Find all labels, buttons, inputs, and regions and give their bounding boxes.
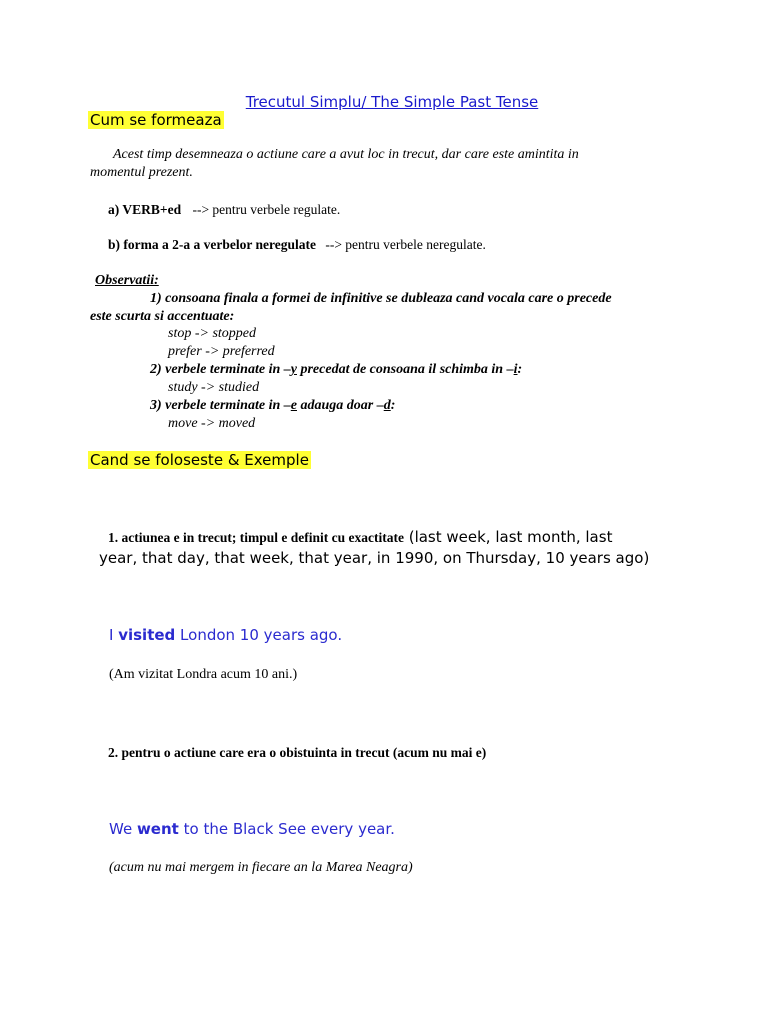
example-stop: stop -> stopped xyxy=(168,326,256,341)
observation-3-mid: adauga doar – xyxy=(296,398,384,413)
example-2-pre: We xyxy=(109,820,137,838)
section-heading-formation xyxy=(88,111,224,130)
example-2-verb: went xyxy=(136,820,179,838)
usage-2-line: 2. pentru o actiune care era o obistuinta in trecut (acum nu mai e) xyxy=(108,745,487,760)
usage-1-line1 xyxy=(108,528,612,547)
observation-2-mid: precedat de consoana il schimba in – xyxy=(296,362,514,377)
observation-2-pre: 2) verbele terminate in – xyxy=(150,362,291,377)
observation-3-end: : xyxy=(390,398,396,413)
observation-3 xyxy=(150,398,395,414)
example-1-verb: visited xyxy=(118,626,176,644)
rule-a-text: --> pentru verbele regulate. xyxy=(192,202,341,217)
observation-2-y: y xyxy=(290,362,297,377)
rule-b-text: --> pentru verbele neregulate. xyxy=(325,237,486,252)
observation-1-line2: este scurta si accentuate: xyxy=(90,309,235,324)
rule-b-label: b) forma a 2-a a verbelor neregulate xyxy=(108,237,316,252)
observation-3-d: d xyxy=(383,398,391,413)
intro-text-line2: momentul prezent. xyxy=(90,165,193,180)
example-2-post: to the Black See every year. xyxy=(178,820,395,838)
example-2-translation: (acum nu mai mergem in fiecare an la Marea Neagra) xyxy=(109,860,413,875)
intro-text-line1: Acest timp desemneaza o actiune care a avut loc in trecut, dar care este amintita in xyxy=(113,147,579,162)
rule-regular-verbs xyxy=(108,202,340,218)
example-1-pre: I xyxy=(109,626,119,644)
observation-3-pre: 3) verbele terminate in – xyxy=(150,398,291,413)
rule-irregular-verbs xyxy=(108,237,486,253)
example-prefer: prefer -> preferred xyxy=(168,344,275,359)
example-study: study -> studied xyxy=(168,380,260,395)
rule-a-label: a) VERB+ed xyxy=(108,202,182,217)
observation-2 xyxy=(150,362,522,378)
observation-2-i: i xyxy=(513,362,518,377)
example-sentence-2 xyxy=(109,820,395,838)
section-heading-usage xyxy=(88,451,311,470)
example-1-post: London 10 years ago. xyxy=(175,626,343,644)
example-sentence-1 xyxy=(109,626,342,644)
observation-2-end: : xyxy=(517,362,523,377)
highlighted-heading: Cand se foloseste & Exemple xyxy=(90,451,309,469)
example-move: move -> moved xyxy=(168,416,256,431)
page-title: Trecutul Simplu/ The Simple Past Tense xyxy=(245,93,539,111)
observations-heading: Observatii: xyxy=(95,273,159,288)
usage-1-line2: year, that day, that week, that year, in 1990, on Thursday, 10 years ago) xyxy=(99,549,650,567)
example-1-translation: (Am vizitat Londra acum 10 ani.) xyxy=(109,667,298,682)
observation-1-line1: 1) consoana finala a formei de infinitive se dubleaza cand vocala care o precede xyxy=(150,291,612,306)
usage-1-label: 1. actiunea e in trecut; timpul e definit cu exactitate xyxy=(108,530,404,545)
highlighted-heading: Cum se formeaza xyxy=(90,111,222,129)
observation-3-e: e xyxy=(290,398,297,413)
usage-1-examples-a: (last week, last month, last xyxy=(403,528,613,546)
